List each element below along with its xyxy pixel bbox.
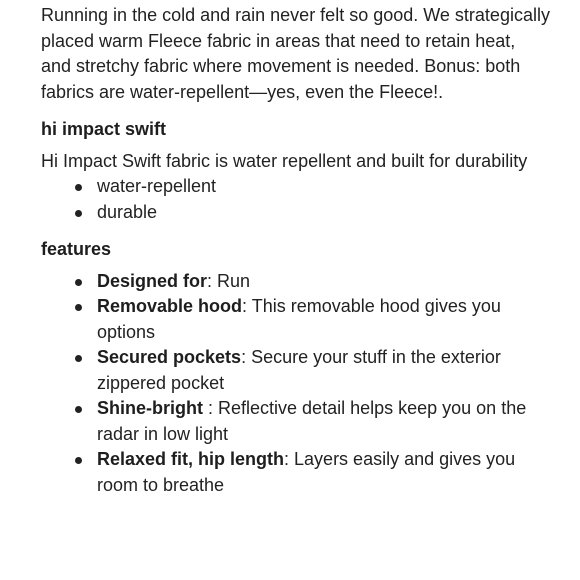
feature-text: Reflective detail helps keep you on the radar in low light bbox=[97, 398, 527, 444]
feature-item bbox=[75, 269, 550, 295]
bullet-icon bbox=[75, 355, 82, 362]
list-item bbox=[75, 200, 550, 226]
bullet-icon bbox=[75, 279, 82, 286]
list-item-text: water-repellent bbox=[97, 176, 217, 196]
feature-text: Secure your stuff in the exterior zippered pocket bbox=[97, 347, 501, 393]
feature-text: Run bbox=[217, 270, 251, 291]
list-item bbox=[75, 174, 550, 200]
intro-paragraph: Running in the cold and rain never felt so good. We strategically placed warm Fleece fabric in areas that need to retain heat, and stretchy fabric where movement is needed. Bonus: both fabrics are water-repellent—yes, even the Fleece!. bbox=[41, 5, 550, 102]
feature-term: Relaxed fit, hip length bbox=[97, 449, 285, 469]
feature-term: Removable hood bbox=[97, 296, 243, 316]
bullet-icon bbox=[75, 406, 82, 413]
feature-text: Layers easily and gives you room to breathe bbox=[97, 449, 516, 495]
feature-term: Designed for bbox=[97, 270, 208, 291]
features-list bbox=[41, 269, 550, 499]
bullet-icon bbox=[75, 457, 82, 464]
feature-item bbox=[75, 294, 550, 345]
hi-impact-list bbox=[41, 174, 550, 225]
feature-item bbox=[75, 345, 550, 396]
feature-item bbox=[75, 396, 550, 447]
feature-separator: : bbox=[203, 398, 219, 418]
bullet-icon bbox=[75, 210, 82, 217]
hi-impact-heading: hi impact swift bbox=[41, 119, 167, 139]
feature-separator: : bbox=[242, 296, 252, 316]
feature-item bbox=[75, 447, 550, 498]
feature-term: Shine-bright bbox=[97, 398, 203, 418]
hi-impact-description: Hi Impact Swift fabric is water repellent and built for durability bbox=[41, 150, 528, 171]
bullet-icon bbox=[75, 184, 82, 191]
feature-separator: : bbox=[284, 449, 295, 469]
feature-separator: : bbox=[241, 347, 252, 367]
list-item-text: durable bbox=[97, 201, 158, 222]
feature-term: Secured pockets bbox=[97, 347, 242, 367]
feature-text: This removable hood gives you options bbox=[97, 296, 501, 342]
features-heading: features bbox=[41, 239, 112, 259]
feature-separator: : bbox=[207, 270, 218, 291]
bullet-icon bbox=[75, 304, 82, 311]
